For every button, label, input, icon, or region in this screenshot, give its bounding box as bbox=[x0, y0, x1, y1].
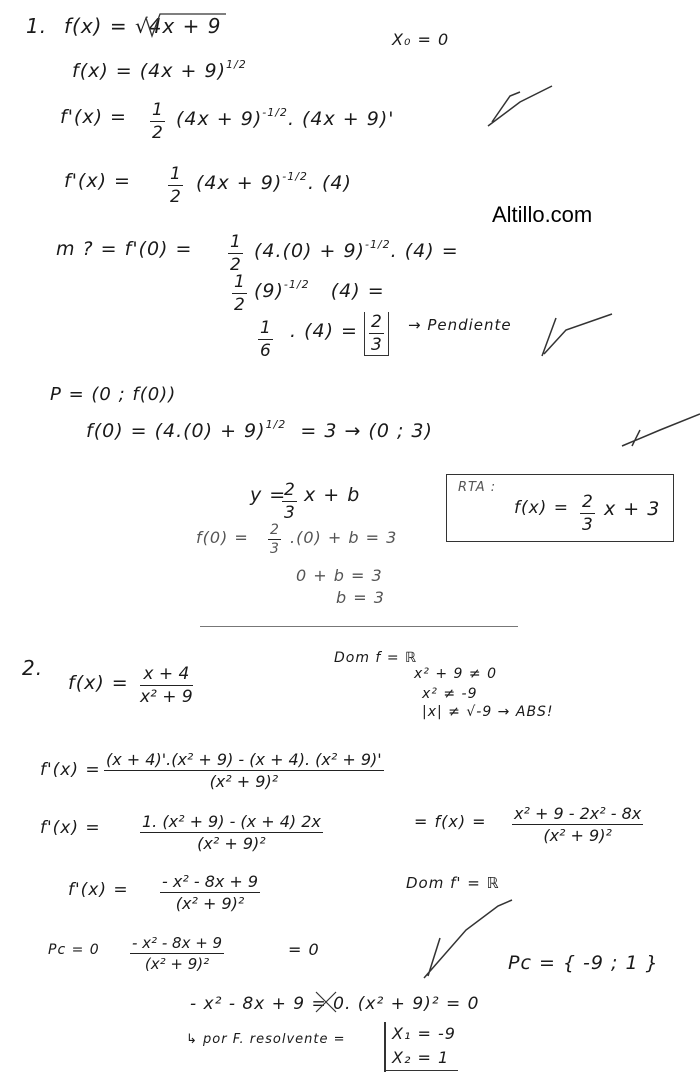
watermark: Altillo.com bbox=[492, 202, 593, 227]
ex1-slope-left: m ? = f'(0) = bbox=[56, 238, 193, 260]
ex1-line-fraction: $\frac{2}{3}$ bbox=[284, 480, 295, 523]
ex1-slope-result: $\frac{2}{3}$ bbox=[364, 312, 389, 356]
ex1-b-step1: 0 + b = 3 bbox=[296, 566, 383, 585]
ex2-function-fraction: $\frac{x + 4}{\text{x² + 9}}$ bbox=[140, 664, 193, 707]
ex2-derivative-1-fraction: $\frac{\text{(x + 4)'.(x² + 9) - (x + 4). (x² + 9)'}}{\text{(x² + 9)²}}$ bbox=[106, 750, 382, 791]
ex1-line-left: y = bbox=[250, 484, 287, 506]
ex2-derivative-2b-fraction: $\frac{\text{x² + 9 - 2x² - 8x}}{\text{(x² + 9)²}}$ bbox=[514, 804, 642, 845]
check-mark-icon bbox=[622, 414, 700, 446]
ex1-function-definition: f(x) = √4x + 9 bbox=[64, 14, 222, 38]
ex2-domain-1: Dom f = ℝ bbox=[334, 650, 418, 666]
ex2-critical-left: Pc = 0 bbox=[48, 942, 100, 958]
sqrt-sign-icon bbox=[146, 14, 226, 36]
ex1-derivative-2-fraction: $\frac{1}{2}$ bbox=[170, 164, 181, 207]
ex1-derivative-2-right: $(4x + 9)^{-1/2}$. (4) bbox=[196, 170, 352, 194]
ex1-x0: X₀ = 0 bbox=[392, 30, 450, 49]
ex1-b-eval-fraction: $\frac{2}{3}$ bbox=[270, 522, 279, 557]
ex2-derivative-2-equals: = f(x) = bbox=[414, 812, 487, 831]
ex2-derivative-3-left: f'(x) = bbox=[68, 880, 129, 900]
exercise-1-number: 1. bbox=[26, 14, 48, 38]
ex1-derivative-2-left: f'(x) = bbox=[64, 170, 131, 192]
ex1-b-eval-left: f(0) = bbox=[196, 528, 249, 547]
cross-out-icon bbox=[316, 992, 336, 1012]
ex2-domain-4: |x| ≠ √-9 → ABS! bbox=[422, 704, 554, 720]
exercise-2-number: 2. bbox=[22, 656, 44, 680]
ex2-derivative-1-left: f'(x) = bbox=[40, 760, 101, 780]
ex1-slope-step2-right: $(9)^{-1/2}$ (4) = bbox=[254, 278, 385, 302]
ex1-slope-fraction: $\frac{1}{2}$ bbox=[230, 232, 241, 275]
ex2-critical-set: Pc = { -9 ; 1 } bbox=[508, 952, 659, 974]
check-mark-icon bbox=[542, 314, 612, 356]
ex2-domain-2: x² + 9 ≠ 0 bbox=[414, 666, 497, 682]
ex1-line-right: x + b bbox=[304, 484, 361, 506]
ex1-slope-right: $(4.(0) + 9)^{-1/2}$. (4) = bbox=[254, 238, 459, 262]
ex2-derivative-3-fraction: $\frac{\text{- x² - 8x + 9}}{\text{(x² + 9)²}}$ bbox=[162, 872, 259, 913]
ex2-critical-fraction: $\frac{\text{- x² - 8x + 9}}{\text{(x² + 9)²}}$ bbox=[132, 934, 223, 973]
ex1-slope-step3-fraction: $\frac{1}{6}$ bbox=[260, 318, 271, 361]
ex1-b-step2: b = 3 bbox=[336, 588, 385, 607]
ex1-f0-eval: $f(0) = (4.(0) + 9)^{1/2} = 3 \to (0$ ; 3) bbox=[86, 418, 433, 442]
check-mark-icon bbox=[488, 86, 552, 126]
ex1-point-definition: P = (0 ; f(0)) bbox=[50, 384, 177, 405]
check-mark-icon bbox=[424, 900, 512, 978]
ex1-derivative-1-right: $(4x + 9)^{-1/2}$. (4x + 9)' bbox=[176, 106, 395, 130]
ex2-root-2: X₂ = 1 bbox=[392, 1048, 450, 1067]
ex2-function-left: f(x) = bbox=[68, 672, 129, 694]
ex1-derivative-1-left: f'(x) = bbox=[60, 106, 127, 128]
ex1-answer-right: x + 3 bbox=[604, 498, 661, 520]
ex1-slope-label: → Pendiente bbox=[408, 316, 512, 334]
ex1-derivative-1-fraction: $\frac{1}{2}$ bbox=[152, 100, 163, 143]
ex2-derivative-2-fraction: $\frac{\text{1. (x² + 9) - (x + 4) 2x}}{\text{(x² + 9)²}}$ bbox=[142, 812, 321, 853]
ex2-resolvente-label: ↳ por F. resolvente = bbox=[186, 1032, 346, 1047]
ex2-root-1: X₁ = -9 bbox=[392, 1024, 456, 1043]
ex2-domain-3: x² ≠ -9 bbox=[422, 686, 478, 702]
ex1-slope-step2-fraction: $\frac{1}{2}$ bbox=[234, 272, 245, 315]
ex1-answer-fraction: $\frac{2}{3}$ bbox=[582, 492, 593, 535]
ex2-critical-equals: = 0 bbox=[288, 940, 320, 959]
ex1-answer-left: f(x) = bbox=[514, 498, 569, 518]
ex1-b-eval-right: .(0) + b = 3 bbox=[290, 528, 398, 547]
ex2-equation-line: - x² - 8x + 9 = 0. (x² + 9)² = 0 bbox=[190, 994, 480, 1014]
ex1-slope-step3-mid: . (4) = bbox=[290, 320, 358, 342]
ex2-derivative-2-left: f'(x) = bbox=[40, 818, 101, 838]
ex2-derivative-domain: Dom f' = ℝ bbox=[406, 874, 500, 892]
ex1-answer-label: RTA : bbox=[458, 480, 497, 495]
ex1-f-power-form: $f(x) = (4x + 9)^{1/2}$ bbox=[72, 58, 247, 82]
